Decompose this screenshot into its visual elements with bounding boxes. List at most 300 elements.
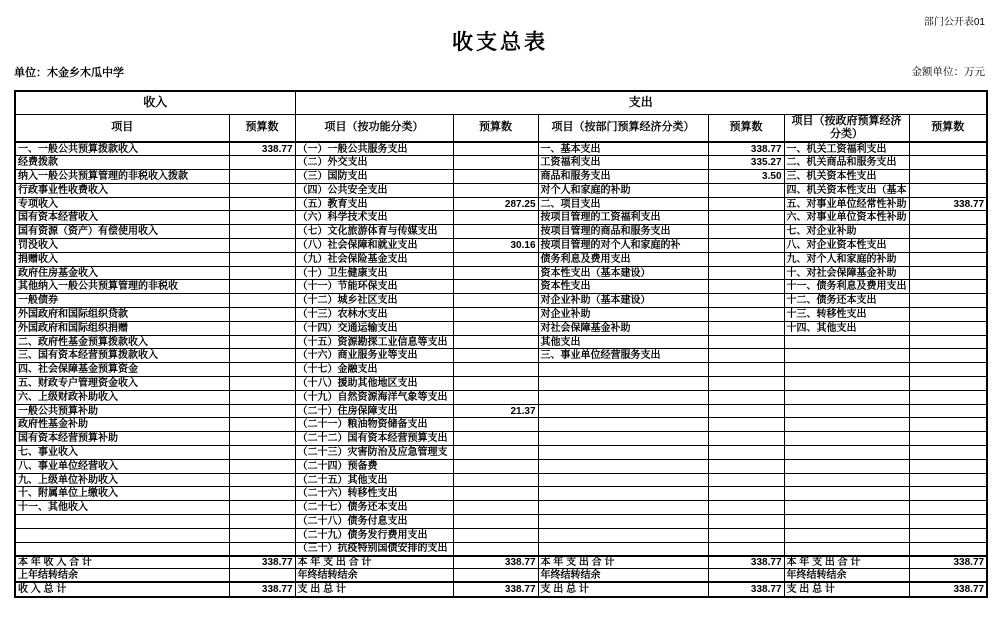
dept-budget-value [708, 501, 784, 515]
func-item-label: （七）文化旅游体育与传媒支出 [295, 225, 453, 239]
func-item-label: （十五）资源勘探工业信息等支出 [295, 335, 453, 349]
table-footer-row [15, 569, 987, 582]
dept-item-label: 商品和服务支出 [538, 170, 708, 184]
dept-total-value [708, 569, 784, 582]
dept-budget-value [708, 211, 784, 225]
gov-item-label: 四、机关资本性支出（基本 [784, 183, 909, 197]
gov-item-header: 项目（按政府预算经济分类） [784, 114, 909, 142]
gov-budget-header: 预算数 [909, 114, 987, 142]
table-row [15, 142, 987, 156]
income-budget-value [229, 280, 295, 294]
func-budget-value: 287.25 [453, 197, 538, 211]
dept-budget-value [708, 515, 784, 529]
gov-item-label [784, 349, 909, 363]
func-budget-value: 30.16 [453, 239, 538, 253]
table-row [15, 487, 987, 501]
func-item-label: （二十九）债务发行费用支出 [295, 528, 453, 542]
func-item-label: （二十四）预备费 [295, 459, 453, 473]
gov-item-label: 十三、转移性支出 [784, 308, 909, 322]
gov-total-value: 338.77 [909, 556, 987, 569]
income-item-label: 九、上级单位补助收入 [15, 473, 229, 487]
func-item-label: （九）社会保险基金支出 [295, 252, 453, 266]
func-budget-value [453, 280, 538, 294]
dept-item-label [538, 528, 708, 542]
func-budget-value [453, 308, 538, 322]
func-item-label: （十）卫生健康支出 [295, 266, 453, 280]
gov-budget-value [909, 266, 987, 280]
func-item-label: （十八）援助其他地区支出 [295, 377, 453, 391]
dept-item-label: 对企业补助 [538, 308, 708, 322]
func-item-label: （二十三）灾害防治及应急管理支 [295, 446, 453, 460]
income-budget-value [229, 432, 295, 446]
table-row [15, 349, 987, 363]
gov-budget-value [909, 432, 987, 446]
income-item-label: 八、事业单位经营收入 [15, 459, 229, 473]
income-budget-value [229, 308, 295, 322]
table-row [15, 211, 987, 225]
table-row [15, 432, 987, 446]
func-item-header: 项目（按功能分类） [295, 114, 453, 142]
gov-item-label: 二、机关商品和服务支出 [784, 156, 909, 170]
income-item-label: 一、一般公共预算拨款收入 [15, 142, 229, 156]
gov-budget-value [909, 183, 987, 197]
income-item-label [15, 542, 229, 556]
gov-item-label [784, 459, 909, 473]
func-budget-value [453, 515, 538, 529]
dept-budget-value [708, 446, 784, 460]
dept-budget-value [708, 294, 784, 308]
table-row [15, 542, 987, 556]
income-item-label: 十一、其他收入 [15, 501, 229, 515]
gov-budget-value [909, 363, 987, 377]
func-budget-value [453, 142, 538, 156]
func-budget-value [453, 266, 538, 280]
func-budget-value [453, 377, 538, 391]
dept-budget-value [708, 321, 784, 335]
income-item-label: 国有资本经营预算补助 [15, 432, 229, 446]
dept-item-label: 一、基本支出 [538, 142, 708, 156]
func-item-label: （二十五）其他支出 [295, 473, 453, 487]
gov-budget-value [909, 211, 987, 225]
dept-budget-value [708, 197, 784, 211]
dept-item-label: 三、事业单位经营服务支出 [538, 349, 708, 363]
gov-budget-value [909, 308, 987, 322]
func-item-label: （十二）城乡社区支出 [295, 294, 453, 308]
expenditure-section-header: 支出 [295, 91, 987, 114]
func-budget-value [453, 501, 538, 515]
dept-budget-value [708, 377, 784, 391]
dept-budget-value: 338.77 [708, 142, 784, 156]
income-total-label: 上年结转结余 [15, 569, 229, 582]
dept-budget-value [708, 225, 784, 239]
income-item-label: 政府住房基金收入 [15, 266, 229, 280]
dept-budget-value [708, 487, 784, 501]
gov-budget-value [909, 528, 987, 542]
dept-budget-value [708, 239, 784, 253]
dept-budget-value [708, 404, 784, 418]
income-budget-value [229, 404, 295, 418]
func-budget-value [453, 363, 538, 377]
func-item-label: （六）科学技术支出 [295, 211, 453, 225]
gov-budget-value [909, 473, 987, 487]
gov-item-label: 五、对事业单位经常性补助 [784, 197, 909, 211]
dept-total-label: 年终结转结余 [538, 569, 708, 582]
income-budget-value [229, 542, 295, 556]
func-item-label: （三）国防支出 [295, 170, 453, 184]
func-budget-value: 21.37 [453, 404, 538, 418]
dept-item-label [538, 487, 708, 501]
func-item-label: （二）外交支出 [295, 156, 453, 170]
dept-budget-value [708, 252, 784, 266]
dept-budget-value: 3.50 [708, 170, 784, 184]
dept-budget-value [708, 432, 784, 446]
form-number-label: 部门公开表01 [923, 17, 985, 28]
gov-item-label [784, 377, 909, 391]
income-budget-value [229, 501, 295, 515]
gov-item-label [784, 528, 909, 542]
gov-item-label [784, 404, 909, 418]
dept-item-label: 按项目管理的商品和服务支出 [538, 225, 708, 239]
gov-budget-value [909, 418, 987, 432]
func-item-label: （一）一般公共服务支出 [295, 142, 453, 156]
gov-budget-value [909, 321, 987, 335]
table-row [15, 239, 987, 253]
gov-total-label: 年终结转结余 [784, 569, 909, 582]
gov-budget-value [909, 156, 987, 170]
gov-total-value [909, 569, 987, 582]
income-budget-value [229, 349, 295, 363]
gov-budget-value [909, 459, 987, 473]
dept-budget-value [708, 183, 784, 197]
gov-item-label: 一、机关工资福利支出 [784, 142, 909, 156]
amount-unit-label: 金额单位：万元 [911, 66, 985, 78]
dept-item-label [538, 446, 708, 460]
func-budget-header: 预算数 [453, 114, 538, 142]
income-item-label: 七、事业收入 [15, 446, 229, 460]
func-total-label: 本 年 支 出 合 计 [295, 556, 453, 569]
func-budget-value [453, 170, 538, 184]
income-item-label: 十、附属单位上缴收入 [15, 487, 229, 501]
income-item-label: 六、上级财政补助收入 [15, 390, 229, 404]
gov-budget-value [909, 542, 987, 556]
column-header-row [15, 114, 987, 142]
func-budget-value [453, 335, 538, 349]
dept-budget-value [708, 363, 784, 377]
table-row [15, 335, 987, 349]
table-row [15, 156, 987, 170]
gov-total-value: 338.77 [909, 582, 987, 597]
dept-budget-value [708, 349, 784, 363]
func-item-label: （十三）农林水支出 [295, 308, 453, 322]
income-item-label: 外国政府和国际组织贷款 [15, 308, 229, 322]
func-budget-value [453, 211, 538, 225]
table-row [15, 446, 987, 460]
func-budget-value [453, 349, 538, 363]
income-item-label: 经费拨款 [15, 156, 229, 170]
income-budget-value: 338.77 [229, 142, 295, 156]
gov-item-label: 十一、债务利息及费用支出 [784, 280, 909, 294]
dept-item-label: 按项目管理的工资福利支出 [538, 211, 708, 225]
dept-item-label [538, 542, 708, 556]
dept-total-value: 338.77 [708, 582, 784, 597]
dept-item-label: 其他支出 [538, 335, 708, 349]
gov-item-label: 九、对个人和家庭的补助 [784, 252, 909, 266]
dept-budget-value [708, 418, 784, 432]
dept-item-label [538, 515, 708, 529]
dept-budget-value [708, 280, 784, 294]
income-total-label: 本 年 收 入 合 计 [15, 556, 229, 569]
income-budget-header: 预算数 [229, 114, 295, 142]
func-item-label: （四）公共安全支出 [295, 183, 453, 197]
gov-budget-value [909, 252, 987, 266]
table-row [15, 308, 987, 322]
table-row [15, 225, 987, 239]
func-item-label: （十九）自然资源海洋气象等支出 [295, 390, 453, 404]
func-budget-value [453, 418, 538, 432]
income-item-label: 国有资本经营收入 [15, 211, 229, 225]
income-item-label: 纳入一般公共预算管理的非税收入拨款 [15, 170, 229, 184]
dept-budget-value [708, 308, 784, 322]
func-item-label: （五）教育支出 [295, 197, 453, 211]
func-budget-value [453, 156, 538, 170]
func-item-label: （八）社会保障和就业支出 [295, 239, 453, 253]
income-budget-value [229, 211, 295, 225]
gov-budget-value [909, 142, 987, 156]
func-budget-value [453, 183, 538, 197]
income-budget-value [229, 335, 295, 349]
dept-item-label: 对个人和家庭的补助 [538, 183, 708, 197]
income-budget-value [229, 252, 295, 266]
dept-item-label: 按项目管理的对个人和家庭的补 [538, 239, 708, 253]
income-budget-value [229, 390, 295, 404]
func-total-label: 年终结转结余 [295, 569, 453, 582]
table-row [15, 280, 987, 294]
income-item-label: 三、国有资本经营预算拨款收入 [15, 349, 229, 363]
dept-item-label [538, 459, 708, 473]
func-item-label: （二十七）债务还本支出 [295, 501, 453, 515]
income-budget-value [229, 446, 295, 460]
func-budget-value [453, 446, 538, 460]
gov-item-label [784, 473, 909, 487]
dept-item-label: 资本性支出（基本建设） [538, 266, 708, 280]
income-total-value: 338.77 [229, 582, 295, 597]
dept-item-label: 资本性支出 [538, 280, 708, 294]
income-budget-value [229, 459, 295, 473]
income-budget-value [229, 266, 295, 280]
func-item-label: （二十二）国有资本经营预算支出 [295, 432, 453, 446]
gov-item-label: 三、机关资本性支出 [784, 170, 909, 184]
table-row [15, 377, 987, 391]
income-budget-value [229, 225, 295, 239]
table-row [15, 266, 987, 280]
gov-item-label [784, 515, 909, 529]
income-budget-value [229, 363, 295, 377]
func-item-label: （十四）交通运输支出 [295, 321, 453, 335]
income-budget-value [229, 239, 295, 253]
dept-budget-header: 预算数 [708, 114, 784, 142]
gov-item-label: 七、对企业补助 [784, 225, 909, 239]
func-total-value: 338.77 [453, 582, 538, 597]
table-row [15, 528, 987, 542]
income-budget-value [229, 377, 295, 391]
income-total-value: 338.77 [229, 556, 295, 569]
table-row [15, 473, 987, 487]
table-row [15, 515, 987, 529]
func-item-label: （三十）抗疫特别国债安排的支出 [295, 542, 453, 556]
income-item-label: 其他纳入一般公共预算管理的非税收 [15, 280, 229, 294]
dept-item-label [538, 501, 708, 515]
income-budget-value [229, 487, 295, 501]
gov-item-label [784, 432, 909, 446]
income-item-label: 捐赠收入 [15, 252, 229, 266]
gov-budget-value [909, 515, 987, 529]
table-row [15, 363, 987, 377]
income-budget-value [229, 528, 295, 542]
income-item-label: 一般债券 [15, 294, 229, 308]
income-item-header: 项目 [15, 114, 229, 142]
gov-item-label [784, 363, 909, 377]
income-budget-value [229, 294, 295, 308]
gov-item-label: 八、对企业资本性支出 [784, 239, 909, 253]
dept-item-header: 项目（按部门预算经济分类） [538, 114, 708, 142]
func-item-label: （十六）商业服务业等支出 [295, 349, 453, 363]
income-item-label: 外国政府和国际组织捐赠 [15, 321, 229, 335]
page-title: 收支总表 [452, 31, 548, 54]
income-item-label: 一般公共预算补助 [15, 404, 229, 418]
table-row [15, 252, 987, 266]
gov-item-label [784, 487, 909, 501]
section-header-row [15, 91, 987, 114]
gov-item-label: 十、对社会保障基金补助 [784, 266, 909, 280]
table-footer [15, 556, 987, 597]
func-item-label: （十一）节能环保支出 [295, 280, 453, 294]
dept-item-label: 对企业补助（基本建设） [538, 294, 708, 308]
table-row [15, 170, 987, 184]
dept-budget-value [708, 542, 784, 556]
budget-summary-table [14, 90, 988, 598]
unit-label: 单位：木金乡木瓜中学 [14, 67, 124, 79]
income-budget-value [229, 170, 295, 184]
gov-budget-value [909, 377, 987, 391]
dept-budget-value [708, 528, 784, 542]
gov-budget-value [909, 446, 987, 460]
dept-item-label [538, 377, 708, 391]
dept-item-label: 工资福利支出 [538, 156, 708, 170]
gov-item-label: 十二、债务还本支出 [784, 294, 909, 308]
dept-budget-value: 335.27 [708, 156, 784, 170]
income-item-label: 专项收入 [15, 197, 229, 211]
dept-item-label: 二、项目支出 [538, 197, 708, 211]
gov-budget-value [909, 390, 987, 404]
table-row [15, 294, 987, 308]
gov-item-label [784, 390, 909, 404]
income-item-label [15, 528, 229, 542]
dept-budget-value [708, 390, 784, 404]
dept-budget-value [708, 335, 784, 349]
income-item-label: 四、社会保障基金预算资金 [15, 363, 229, 377]
income-item-label: 行政事业性收费收入 [15, 183, 229, 197]
gov-budget-value [909, 487, 987, 501]
dept-budget-value [708, 459, 784, 473]
income-budget-value [229, 321, 295, 335]
dept-item-label [538, 390, 708, 404]
gov-total-label: 支 出 总 计 [784, 582, 909, 597]
dept-item-label [538, 432, 708, 446]
func-budget-value [453, 294, 538, 308]
gov-budget-value [909, 170, 987, 184]
table-footer-row [15, 582, 987, 597]
gov-budget-value [909, 294, 987, 308]
income-item-label: 国有资源（资产）有偿使用收入 [15, 225, 229, 239]
dept-total-label: 本 年 支 出 合 计 [538, 556, 708, 569]
func-budget-value [453, 473, 538, 487]
income-section-header: 收入 [15, 91, 295, 114]
gov-budget-value [909, 501, 987, 515]
income-item-label: 二、政府性基金预算拨款收入 [15, 335, 229, 349]
gov-item-label: 六、对事业单位资本性补助 [784, 211, 909, 225]
table-row [15, 404, 987, 418]
income-total-label: 收 入 总 计 [15, 582, 229, 597]
func-budget-value [453, 432, 538, 446]
gov-budget-value [909, 404, 987, 418]
table-body [15, 142, 987, 556]
func-item-label: （二十一）粮油物资储备支出 [295, 418, 453, 432]
dept-budget-value [708, 473, 784, 487]
gov-item-label [784, 501, 909, 515]
gov-item-label [784, 542, 909, 556]
func-total-label: 支 出 总 计 [295, 582, 453, 597]
func-budget-value [453, 390, 538, 404]
table-row [15, 183, 987, 197]
dept-total-label: 支 出 总 计 [538, 582, 708, 597]
gov-total-label: 本 年 支 出 合 计 [784, 556, 909, 569]
income-budget-value [229, 418, 295, 432]
gov-item-label [784, 335, 909, 349]
table-row [15, 197, 987, 211]
gov-budget-value [909, 225, 987, 239]
income-budget-value [229, 515, 295, 529]
table-row [15, 501, 987, 515]
gov-budget-value [909, 349, 987, 363]
income-item-label [15, 515, 229, 529]
table-footer-row [15, 556, 987, 569]
gov-budget-value [909, 280, 987, 294]
gov-budget-value [909, 239, 987, 253]
dept-budget-value [708, 266, 784, 280]
gov-item-label: 十四、其他支出 [784, 321, 909, 335]
dept-item-label: 对社会保障基金补助 [538, 321, 708, 335]
dept-total-value: 338.77 [708, 556, 784, 569]
func-total-value [453, 569, 538, 582]
dept-item-label [538, 473, 708, 487]
table-row [15, 459, 987, 473]
func-budget-value [453, 459, 538, 473]
meta-row [14, 64, 985, 80]
func-budget-value [453, 528, 538, 542]
gov-item-label [784, 418, 909, 432]
income-item-label: 罚没收入 [15, 239, 229, 253]
func-item-label: （二十八）债务付息支出 [295, 515, 453, 529]
dept-item-label [538, 404, 708, 418]
gov-budget-value: 338.77 [909, 197, 987, 211]
func-budget-value [453, 225, 538, 239]
table-row [15, 321, 987, 335]
table-row [15, 418, 987, 432]
income-budget-value [229, 197, 295, 211]
func-total-value: 338.77 [453, 556, 538, 569]
func-budget-value [453, 252, 538, 266]
dept-item-label [538, 418, 708, 432]
